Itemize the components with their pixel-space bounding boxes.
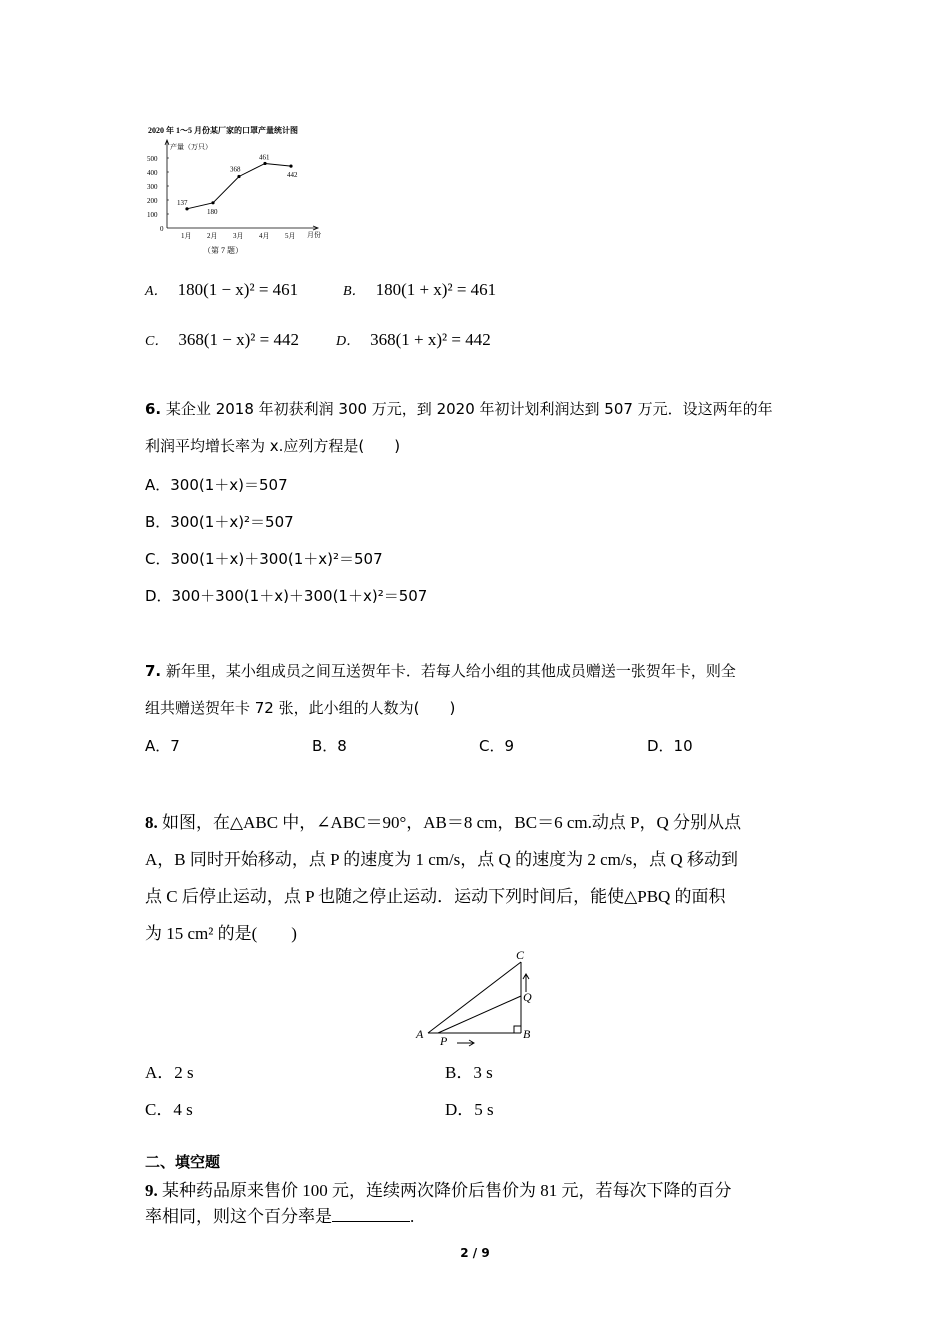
data-label: 461: [259, 153, 270, 162]
x-tick-label: 2月: [207, 232, 218, 240]
chart-title: 2020 年 1～5 月份某厂家的口罩产量统计图: [148, 126, 298, 135]
x-tick-label: 3月: [233, 232, 244, 240]
y-axis-label: 产量（万只）: [170, 143, 212, 151]
q6-number: 6.: [145, 400, 162, 418]
y-tick-label: 500: [147, 155, 158, 163]
x-axis-label: 月份: [307, 231, 321, 239]
label-q: Q: [523, 990, 532, 1004]
section-title: 二、填空题: [145, 1153, 221, 1171]
q7-line2: 组共赠送贺年卡 72 张，此小组的人数为( ): [145, 699, 456, 717]
q6-line2: 利润平均增长率为 x.应列方程是( ): [145, 437, 401, 455]
chart-caption: （第 7 题）: [203, 246, 243, 255]
data-point: [289, 165, 292, 168]
data-point: [263, 162, 266, 165]
q7-line1: 7. 新年里，某小组成员之间互送贺年卡．若每人给小组的其他成员赠送一张贺年卡，则全: [145, 662, 736, 680]
y-tick-label: 0: [160, 225, 164, 233]
label-p: P: [440, 1034, 448, 1048]
data-point: [237, 175, 240, 178]
data-label: 368: [230, 165, 241, 174]
q8-option-d[interactable]: D．5 s: [445, 1100, 494, 1119]
q7-option-a[interactable]: A．7: [145, 737, 180, 755]
right-angle-mark: [514, 1026, 521, 1033]
y-tick-label: 400: [147, 169, 158, 177]
q7-option-d[interactable]: D．10: [647, 737, 693, 755]
q6-option-b[interactable]: B．300(1＋x)²＝507: [145, 513, 294, 531]
answer-blank[interactable]: [332, 1207, 410, 1222]
q8-option-a[interactable]: A．2 s: [145, 1063, 194, 1082]
q9-number: 9.: [145, 1181, 158, 1200]
data-label: 180: [207, 207, 218, 216]
data-point: [211, 201, 214, 204]
y-tick-label: 300: [147, 183, 158, 191]
x-tick-label: 1月: [181, 232, 192, 240]
q7-option-b[interactable]: B．8: [312, 737, 347, 755]
label-a: A: [416, 1027, 424, 1041]
q5-option-b[interactable]: B． 180(1 + x)² = 461: [343, 280, 497, 299]
q5-option-a[interactable]: A． 180(1 − x)² = 461: [145, 280, 299, 299]
q8-line3: 点 C 后停止运动，点 P 也随之停止运动．运动下列时间后，能使△PBQ 的面积: [145, 887, 726, 906]
data-point: [185, 207, 188, 210]
q8-line2: A，B 同时开始移动，点 P 的速度为 1 cm/s，点 Q 的速度为 2 cm/s，点 Q 移动到: [145, 850, 738, 869]
q8-line1: 8. 如图，在△ABC 中，∠ABC＝90°，AB＝8 cm，BC＝6 cm.动点 P，Q 分别从点: [145, 813, 742, 832]
label-b: B: [523, 1027, 531, 1041]
triangle-figure: [405, 945, 550, 1050]
q9-line2: 率相同，则这个百分率是 .: [145, 1207, 415, 1226]
q8-line4: 为 15 cm² 的是( ): [145, 924, 297, 943]
data-label: 137: [177, 198, 188, 207]
page-number: 2 / 9: [460, 1246, 490, 1260]
segment-pq: [438, 996, 521, 1033]
q8-number: 8.: [145, 813, 158, 832]
q6-line1: 6. 某企业 2018 年初获利润 300 万元，到 2020 年初计划利润达到 507 万元．设这两年的年: [145, 400, 773, 418]
q6-option-a[interactable]: A．300(1＋x)＝507: [145, 476, 288, 494]
q8-option-b[interactable]: B．3 s: [445, 1063, 493, 1082]
q5-option-d[interactable]: D． 368(1 + x)² = 442: [336, 330, 491, 349]
x-tick-label: 5月: [285, 232, 296, 240]
q8-option-c[interactable]: C．4 s: [145, 1100, 193, 1119]
q6-option-c[interactable]: C．300(1＋x)＋300(1＋x)²＝507: [145, 550, 383, 568]
q9-line1: 9. 某种药品原来售价 100 元，连续两次降价后售价为 81 元，若每次下降的百分: [145, 1181, 732, 1200]
segment-ac: [428, 962, 521, 1033]
q7-number: 7.: [145, 662, 162, 680]
q6-option-d[interactable]: D．300＋300(1＋x)＋300(1＋x)²＝507: [145, 587, 428, 605]
production-line-chart: [140, 118, 350, 263]
y-tick-label: 200: [147, 197, 158, 205]
x-tick-label: 4月: [259, 232, 270, 240]
q7-option-c[interactable]: C．9: [479, 737, 515, 755]
label-c: C: [516, 948, 525, 962]
q5-option-c[interactable]: C． 368(1 − x)² = 442: [145, 330, 299, 349]
y-tick-label: 100: [147, 211, 158, 219]
data-label: 442: [287, 171, 298, 180]
